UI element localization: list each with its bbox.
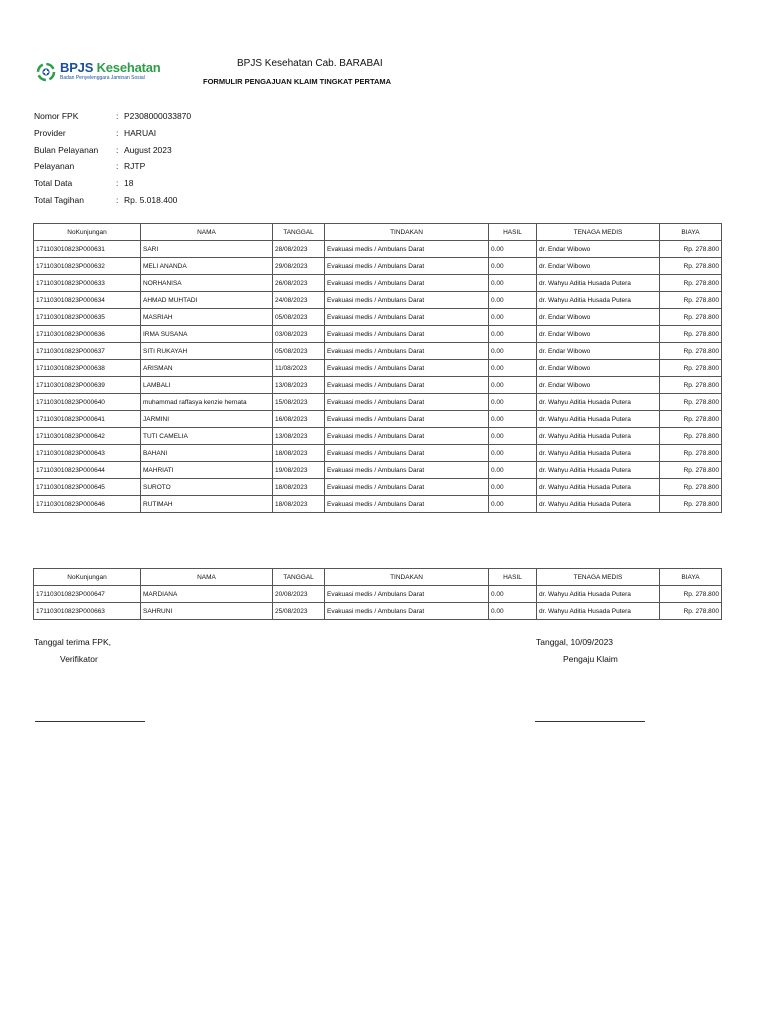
cell-tanggal: 05/08/2023 [273, 343, 325, 360]
col-header: NAMA [141, 569, 273, 586]
cell-tanggal: 15/08/2023 [273, 394, 325, 411]
cell-no-kunjungan: 171103010823P000640 [34, 394, 141, 411]
table-header-row [34, 569, 722, 586]
cell-tindakan: Evakuasi medis / Ambulans Darat [325, 428, 489, 445]
meta-label: Total Tagihan [34, 194, 84, 205]
cell-biaya: Rp. 278.800 [660, 428, 722, 445]
cell-biaya: Rp. 278.800 [660, 326, 722, 343]
meta-row-total-tagihan [34, 192, 191, 209]
applicant-label: Pengaju Klaim [563, 654, 618, 664]
table-row [34, 496, 722, 513]
cell-tanggal: 05/08/2023 [273, 309, 325, 326]
table-row [34, 360, 722, 377]
cell-tindakan: Evakuasi medis / Ambulans Darat [325, 394, 489, 411]
table-row [34, 462, 722, 479]
meta-row-provider [34, 125, 191, 142]
cell-tenaga-medis: dr. Endar Wibowo [537, 326, 660, 343]
cell-tenaga-medis: dr. Endar Wibowo [537, 241, 660, 258]
cell-no-kunjungan: 171103010823P000635 [34, 309, 141, 326]
cell-hasil: 0.00 [489, 428, 537, 445]
cell-tenaga-medis: dr. Wahyu Aditia Husada Putera [537, 586, 660, 603]
col-header: NAMA [141, 224, 273, 241]
cell-tindakan: Evakuasi medis / Ambulans Darat [325, 603, 489, 620]
cell-tindakan: Evakuasi medis / Ambulans Darat [325, 292, 489, 309]
cell-nama: IRMA SUSANA [141, 326, 273, 343]
cell-hasil: 0.00 [489, 603, 537, 620]
cell-nama: MAHRIATI [141, 462, 273, 479]
meta-row-bulan-pelayanan [34, 142, 191, 159]
claim-meta [34, 108, 191, 209]
applicant-signature-line [535, 721, 645, 722]
col-header: HASIL [489, 224, 537, 241]
col-header: TENAGA MEDIS [537, 569, 660, 586]
meta-colon: : [116, 194, 119, 205]
cell-hasil: 0.00 [489, 292, 537, 309]
table-row [34, 292, 722, 309]
cell-tenaga-medis: dr. Wahyu Aditia Husada Putera [537, 275, 660, 292]
meta-value: RJTP [124, 161, 146, 172]
cell-no-kunjungan: 171103010823P000634 [34, 292, 141, 309]
cell-tanggal: 13/08/2023 [273, 377, 325, 394]
cell-biaya: Rp. 278.800 [660, 309, 722, 326]
cell-tindakan: Evakuasi medis / Ambulans Darat [325, 586, 489, 603]
cell-tanggal: 16/08/2023 [273, 411, 325, 428]
meta-value: Rp. 5.018.400 [124, 194, 178, 205]
cell-hasil: 0.00 [489, 326, 537, 343]
meta-label: Pelayanan [34, 161, 75, 172]
cell-nama: SAHRUNI [141, 603, 273, 620]
cell-tenaga-medis: dr. Endar Wibowo [537, 258, 660, 275]
cell-tindakan: Evakuasi medis / Ambulans Darat [325, 479, 489, 496]
table-row [34, 309, 722, 326]
cell-nama: RUTIMAH [141, 496, 273, 513]
meta-row-nomor-fpk [34, 108, 191, 125]
cell-nama: SUROTO [141, 479, 273, 496]
cell-nama: MELI ANANDA [141, 258, 273, 275]
cell-tindakan: Evakuasi medis / Ambulans Darat [325, 343, 489, 360]
col-header: HASIL [489, 569, 537, 586]
cell-tenaga-medis: dr. Wahyu Aditia Husada Putera [537, 496, 660, 513]
col-header: TANGGAL [273, 224, 325, 241]
cell-hasil: 0.00 [489, 275, 537, 292]
cell-no-kunjungan: 171103010823P000646 [34, 496, 141, 513]
claims-table-body [34, 586, 722, 620]
cell-tanggal: 20/08/2023 [273, 586, 325, 603]
cell-tenaga-medis: dr. Wahyu Aditia Husada Putera [537, 445, 660, 462]
cell-nama: MARDIANA [141, 586, 273, 603]
logo-tagline: Badan Penyelenggara Jaminan Sosial [60, 75, 145, 81]
cell-no-kunjungan: 171103010823P000633 [34, 275, 141, 292]
cell-biaya: Rp. 278.800 [660, 241, 722, 258]
cell-no-kunjungan: 171103010823P000641 [34, 411, 141, 428]
cell-nama: MASRIAH [141, 309, 273, 326]
cell-hasil: 0.00 [489, 586, 537, 603]
cell-tanggal: 26/08/2023 [273, 275, 325, 292]
cell-no-kunjungan: 171103010823P000632 [34, 258, 141, 275]
col-header: NoKunjungan [34, 224, 141, 241]
cell-biaya: Rp. 278.800 [660, 462, 722, 479]
cell-tenaga-medis: dr. Endar Wibowo [537, 309, 660, 326]
table-row [34, 479, 722, 496]
meta-colon: : [116, 161, 119, 172]
cell-tenaga-medis: dr. Wahyu Aditia Husada Putera [537, 479, 660, 496]
cell-biaya: Rp. 278.800 [660, 586, 722, 603]
claims-table-body [34, 241, 722, 513]
submission-date-label: Tanggal, 10/09/2023 [536, 637, 614, 647]
table-row [34, 343, 722, 360]
claims-table-page-2 [33, 568, 722, 620]
table-row [34, 428, 722, 445]
cell-tanggal: 19/08/2023 [273, 462, 325, 479]
table-row [34, 275, 722, 292]
cell-no-kunjungan: 171103010823P000644 [34, 462, 141, 479]
cell-hasil: 0.00 [489, 343, 537, 360]
cell-tanggal: 29/08/2023 [273, 258, 325, 275]
meta-value: August 2023 [124, 144, 172, 155]
cell-no-kunjungan: 171103010823P000638 [34, 360, 141, 377]
table-row [34, 603, 722, 620]
cell-tanggal: 28/08/2023 [273, 241, 325, 258]
cell-no-kunjungan: 171103010823P000639 [34, 377, 141, 394]
cell-nama: NORHANISA [141, 275, 273, 292]
cell-tenaga-medis: dr. Endar Wibowo [537, 377, 660, 394]
cell-hasil: 0.00 [489, 445, 537, 462]
cell-hasil: 0.00 [489, 496, 537, 513]
cell-no-kunjungan: 171103010823P000647 [34, 586, 141, 603]
cell-tenaga-medis: dr. Wahyu Aditia Husada Putera [537, 462, 660, 479]
cell-hasil: 0.00 [489, 377, 537, 394]
cell-hasil: 0.00 [489, 258, 537, 275]
logo-brand-bpjs: BPJS [60, 60, 94, 75]
cell-tindakan: Evakuasi medis / Ambulans Darat [325, 360, 489, 377]
cell-tenaga-medis: dr. Wahyu Aditia Husada Putera [537, 411, 660, 428]
cell-tenaga-medis: dr. Wahyu Aditia Husada Putera [537, 428, 660, 445]
cell-hasil: 0.00 [489, 462, 537, 479]
meta-value: 18 [124, 178, 134, 189]
cell-nama: SARI [141, 241, 273, 258]
logo-brand-kesehatan: Kesehatan [96, 60, 161, 75]
table-row [34, 241, 722, 258]
verifier-signature-line [35, 721, 145, 722]
cell-biaya: Rp. 278.800 [660, 377, 722, 394]
cell-no-kunjungan: 171103010823P000645 [34, 479, 141, 496]
cell-tindakan: Evakuasi medis / Ambulans Darat [325, 377, 489, 394]
claims-table-page-1 [33, 223, 722, 513]
cell-tindakan: Evakuasi medis / Ambulans Darat [325, 411, 489, 428]
meta-row-total-data [34, 175, 191, 192]
cell-biaya: Rp. 278.800 [660, 292, 722, 309]
cell-biaya: Rp. 278.800 [660, 258, 722, 275]
cell-hasil: 0.00 [489, 309, 537, 326]
cell-tenaga-medis: dr. Wahyu Aditia Husada Putera [537, 394, 660, 411]
bpjs-logo [36, 60, 186, 86]
cell-biaya: Rp. 278.800 [660, 394, 722, 411]
meta-label: Provider [34, 127, 66, 138]
cell-tanggal: 24/08/2023 [273, 292, 325, 309]
cell-tenaga-medis: dr. Wahyu Aditia Husada Putera [537, 603, 660, 620]
cell-no-kunjungan: 171103010823P000642 [34, 428, 141, 445]
col-header: NoKunjungan [34, 569, 141, 586]
cell-no-kunjungan: 171103010823P000631 [34, 241, 141, 258]
cell-tanggal: 18/08/2023 [273, 445, 325, 462]
col-header: BIAYA [660, 569, 722, 586]
meta-colon: : [116, 127, 119, 138]
cell-no-kunjungan: 171103010823P000636 [34, 326, 141, 343]
table-row [34, 394, 722, 411]
cell-tanggal: 18/08/2023 [273, 479, 325, 496]
meta-label: Nomor FPK [34, 111, 79, 121]
meta-colon: : [116, 111, 119, 121]
table-row [34, 377, 722, 394]
cell-nama: JARMINI [141, 411, 273, 428]
cell-tenaga-medis: dr. Wahyu Aditia Husada Putera [537, 292, 660, 309]
cell-tanggal: 13/08/2023 [273, 428, 325, 445]
cell-biaya: Rp. 278.800 [660, 445, 722, 462]
cell-tanggal: 03/08/2023 [273, 326, 325, 343]
cell-tenaga-medis: dr. Endar Wibowo [537, 343, 660, 360]
cell-no-kunjungan: 171103010823P000637 [34, 343, 141, 360]
cell-no-kunjungan: 171103010823P000643 [34, 445, 141, 462]
table-row [34, 258, 722, 275]
received-date-label: Tanggal terima FPK, [34, 637, 112, 647]
cell-hasil: 0.00 [489, 360, 537, 377]
cell-hasil: 0.00 [489, 479, 537, 496]
cell-tindakan: Evakuasi medis / Ambulans Darat [325, 241, 489, 258]
cell-nama: SITI RUKAYAH [141, 343, 273, 360]
cell-hasil: 0.00 [489, 241, 537, 258]
cell-tindakan: Evakuasi medis / Ambulans Darat [325, 309, 489, 326]
cell-biaya: Rp. 278.800 [660, 275, 722, 292]
meta-label: Total Data [34, 178, 73, 189]
cell-nama: TUTI CAMELIA [141, 428, 273, 445]
cell-nama: muhammad raffasya kenzie hernata [141, 394, 273, 411]
col-header: BIAYA [660, 224, 722, 241]
cell-tindakan: Evakuasi medis / Ambulans Darat [325, 326, 489, 343]
cell-tanggal: 18/08/2023 [273, 496, 325, 513]
cell-tanggal: 11/08/2023 [273, 360, 325, 377]
cell-biaya: Rp. 278.800 [660, 479, 722, 496]
cell-no-kunjungan: 171103010823P000663 [34, 603, 141, 620]
org-name: BPJS Kesehatan Cab. BARABAI [237, 58, 383, 69]
meta-colon: : [116, 144, 119, 155]
col-header: TANGGAL [273, 569, 325, 586]
cell-nama: AHMAD MUHTADI [141, 292, 273, 309]
col-header: TINDAKAN [325, 224, 489, 241]
table-row [34, 326, 722, 343]
bpjs-logo-icon [36, 62, 56, 82]
meta-value: HARUAI [124, 127, 157, 138]
cell-tindakan: Evakuasi medis / Ambulans Darat [325, 445, 489, 462]
cell-hasil: 0.00 [489, 411, 537, 428]
cell-tindakan: Evakuasi medis / Ambulans Darat [325, 275, 489, 292]
cell-tindakan: Evakuasi medis / Ambulans Darat [325, 258, 489, 275]
cell-tindakan: Evakuasi medis / Ambulans Darat [325, 462, 489, 479]
meta-colon: : [116, 178, 119, 189]
logo-brand-name [60, 60, 161, 75]
table-header-row [34, 224, 722, 241]
cell-biaya: Rp. 278.800 [660, 343, 722, 360]
cell-tanggal: 25/08/2023 [273, 603, 325, 620]
verifier-label: Verifikator [60, 654, 98, 664]
col-header: TENAGA MEDIS [537, 224, 660, 241]
table-row [34, 586, 722, 603]
meta-row-pelayanan [34, 158, 191, 175]
form-title: FORMULIR PENGAJUAN KLAIM TINGKAT PERTAMA [203, 77, 392, 86]
cell-biaya: Rp. 278.800 [660, 603, 722, 620]
cell-biaya: Rp. 278.800 [660, 496, 722, 513]
col-header: TINDAKAN [325, 569, 489, 586]
cell-nama: LAMBALI [141, 377, 273, 394]
cell-tindakan: Evakuasi medis / Ambulans Darat [325, 496, 489, 513]
cell-nama: ARISMAN [141, 360, 273, 377]
table-row [34, 411, 722, 428]
cell-biaya: Rp. 278.800 [660, 360, 722, 377]
cell-biaya: Rp. 278.800 [660, 411, 722, 428]
table-row [34, 445, 722, 462]
cell-nama: BAHANI [141, 445, 273, 462]
cell-hasil: 0.00 [489, 394, 537, 411]
meta-label: Bulan Pelayanan [34, 144, 99, 155]
meta-value: P2308000033870 [124, 111, 192, 121]
cell-tenaga-medis: dr. Endar Wibowo [537, 360, 660, 377]
